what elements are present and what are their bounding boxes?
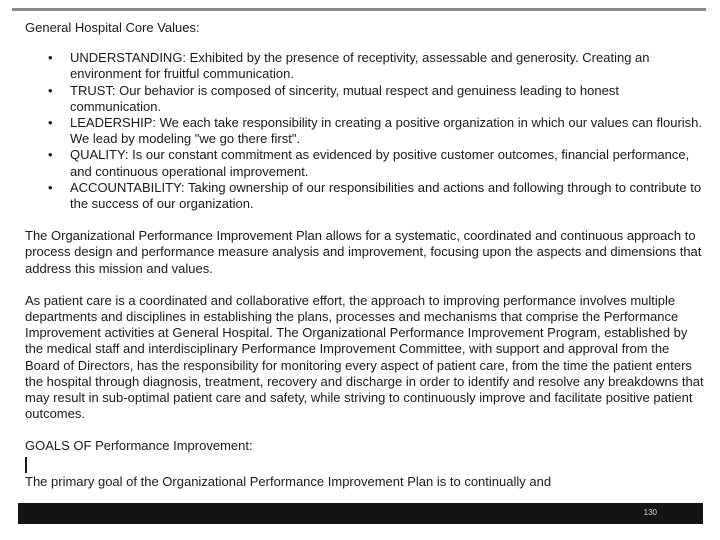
core-value-trust: • TRUST: Our behavior is composed of sincerity, mutual respect and genuiness leading to honest communication.	[25, 83, 705, 115]
core-value-understanding: • UNDERSTANDING: Exhibited by the presence of receptivity, assessable and generosity. Creating an environment for fruitful communication.	[25, 50, 705, 82]
text-cursor[interactable]	[25, 457, 27, 473]
core-value-quality: • QUALITY: Is our constant commitment as evidenced by positive customer outcomes, financial performance, and continuous operational improvement.	[25, 147, 705, 179]
paragraph-spacer	[25, 212, 705, 228]
goals-heading: GOALS OF Performance Improvement:	[25, 438, 253, 454]
primary-goal-paragraph: The primary goal of the Organizational Performance Improvement Plan is to continually and	[25, 473, 552, 489]
plan-overview-paragraph: The Organizational Performance Improvement Plan allows for a systematic, coordinated and continuous approach to process design and performance measure analysis and improvement, focusing upon the aspects and dimensions that address this mission and values.	[25, 228, 702, 276]
paragraph-spacer	[25, 277, 705, 293]
footer-bar	[18, 503, 703, 524]
paragraph-spacer	[25, 422, 705, 438]
core-value-accountability: • ACCOUNTABILITY: Taking ownership of our responsibilities and actions and following through to contribute to the success of our organization.	[25, 180, 705, 212]
page-number: 130	[643, 508, 657, 517]
page-heading: General Hospital Core Values:	[25, 20, 200, 35]
core-values-list	[25, 50, 705, 212]
core-value-leadership: • LEADERSHIP: We each take responsibility in creating a positive organization in which our values can flourish. We lead by modeling "we go there first".	[25, 115, 705, 147]
document-body	[25, 20, 705, 490]
patient-care-paragraph: As patient care is a coordinated and collaborative effort, the approach to improving performance involves multiple departments and disciplines in establishing the plans, processes and mechanisms that comprise the Performance Improvement activities at General Hospital. The Organizational Performance Improvement Program, established by the medical staff and interdisciplinary Performance Improvement Committee, with support and approval from the Board of Directors, has the responsibility for monitoring every aspect of patient care, from the time the patient enters the hospital through diagnosis, treatment, recovery and discharge in order to identify and resolve any breakdowns that may result in sub-optimal patient care and safety, while striving to continuously improve and facilitate positive patient outcomes.	[25, 292, 704, 422]
top-divider-rule	[12, 8, 706, 11]
